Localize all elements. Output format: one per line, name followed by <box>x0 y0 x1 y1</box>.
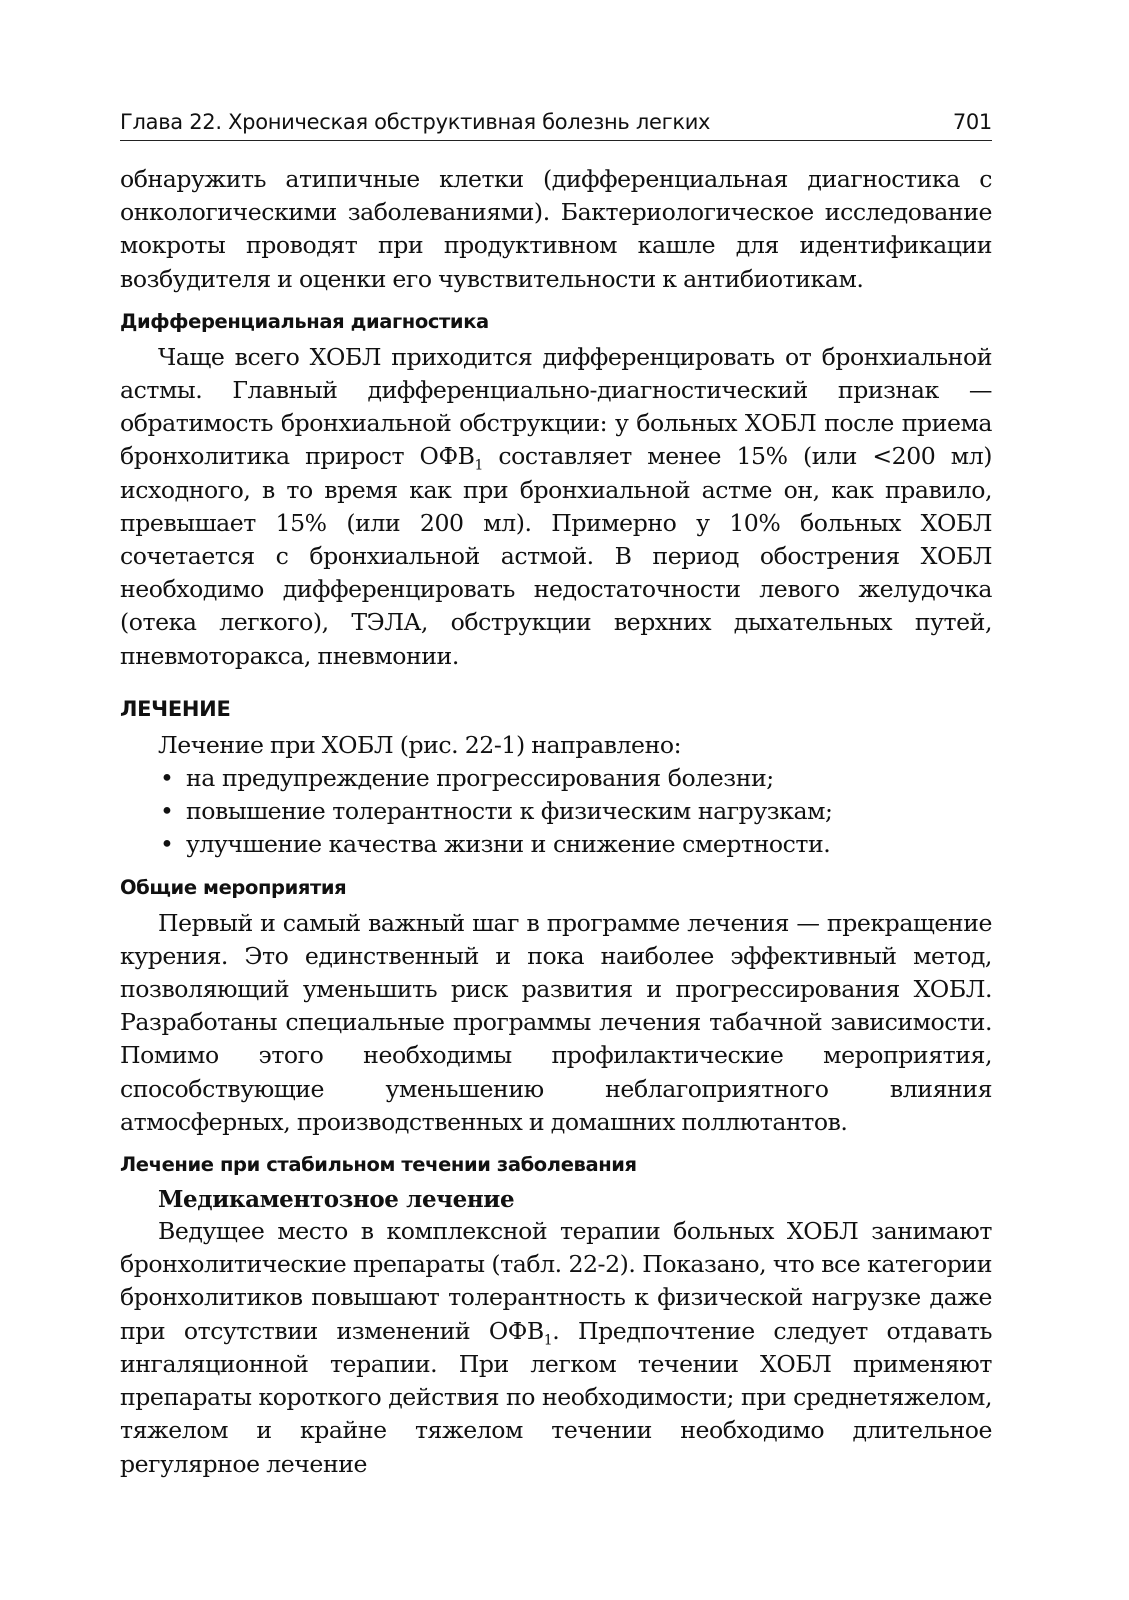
general-measures-paragraph: Первый и самый важный шаг в программе лечения — прекращение курения. Это единственный и пока наиболее эффективный метод, позволяющий уменьшить риск развития и прогрессирования ХОБЛ. Разработаны специальные программы лечения табачной зависимости. Помимо этого необходимы профилактические мероприятия, способствующие уменьшению неблагоприятного влияния атмосферных, производственных и домашних поллютантов. <box>120 908 992 1136</box>
drug-treatment-paragraph <box>120 1215 992 1481</box>
bullet-icon: • <box>160 830 174 859</box>
drug-text-part2: . Предпочтение следует отдавать ингаляционной терапии. При легком течении ХОБЛ применяют препараты короткого действия по необходимости; при среднетяжелом, тяжелом и крайне тяжелом течении необходимо длительное регулярное лечение <box>120 1316 992 1478</box>
heading-treatment: ЛЕЧЕНИЕ <box>120 696 231 721</box>
differential-text-part2: составляет менее 15% (или <200 мл) исходного, в то время как при бронхиальной астме он, как правило, превышает 15% (или 200 мл). Примерно у 10% больных ХОБЛ сочетается с бронхиальной астмой. В период обострения ХОБЛ необходимо дифференцировать недостаточности левого желудочка (отека легкого), ТЭЛА, обструкции верхних дыхательных путей, пневмоторакса, пневмонии. <box>120 442 992 670</box>
drug-text-part1: Ведущее место в комплексной терапии больных ХОБЛ занимают бронхолитические препараты (табл. 22-2). Показано, что все категории бронхолитиков повышают толерантность к физической нагрузке даже при отсутствии изменений ОФВ <box>120 1217 992 1345</box>
list-item <box>120 828 992 861</box>
heading-drug-treatment: Медикаментозное лечение <box>158 1186 515 1214</box>
heading-differential-diagnosis: Дифференциальная диагностика <box>120 309 489 333</box>
differential-text-part1: Чаще всего ХОБЛ приходится дифференцировать от бронхиальной астмы. Главный дифференциально-диагностический признак — обратимость бронхиальной обструкции: у больных ХОБЛ после приема бронхолитика прирост ОФВ <box>120 342 992 471</box>
intro-paragraph: обнаружить атипичные клетки (дифференциальная диагностика с онкологическими заболеваниями). Бактериологическое исследование мокроты проводят при продуктивном кашле для идентификации возбудителя и оценки его чувствительности к антибиотикам. <box>120 165 992 293</box>
subscript-1: 1 <box>474 458 483 475</box>
heading-general-measures: Общие мероприятия <box>120 875 347 899</box>
list-item <box>120 795 992 828</box>
bullet-icon: • <box>160 797 174 826</box>
chapter-title: Глава 22. Хроническая обструктивная болезнь легких <box>120 110 711 134</box>
bullet-icon: • <box>160 764 174 793</box>
treatment-intro: Лечение при ХОБЛ (рис. 22-1) направлено: <box>158 730 682 759</box>
list-item-text: на предупреждение прогрессирования болезни; <box>186 764 774 793</box>
list-item-text: улучшение качества жизни и снижение смертности. <box>186 830 831 859</box>
differential-paragraph <box>120 341 992 673</box>
running-head <box>120 108 992 141</box>
list-item-text: повышение толерантности к физическим нагрузкам; <box>186 797 833 826</box>
page-number: 701 <box>952 110 992 134</box>
list-item <box>120 762 992 795</box>
book-page <box>120 108 992 1481</box>
treatment-goals-list <box>120 762 992 862</box>
subscript-1: 1 <box>543 1332 553 1349</box>
heading-stable-course-treatment: Лечение при стабильном течении заболевания <box>120 1153 637 1177</box>
